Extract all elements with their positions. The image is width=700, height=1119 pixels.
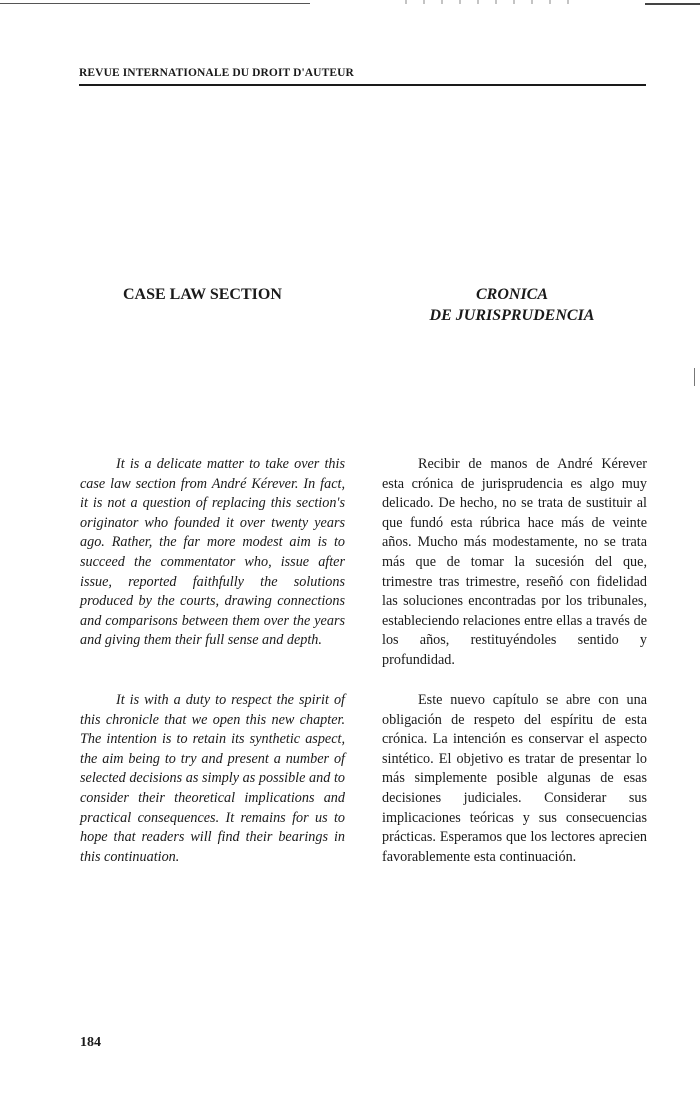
spanish-column-paragraph-1 [382,455,647,671]
english-column-paragraph-2 [80,691,345,867]
english-column-paragraph-1 [80,455,345,651]
section-title-english: CASE LAW SECTION [123,286,282,303]
english-paragraph: It is with a duty to respect the spirit of this chronicle that we open this new chapter. The intention is to retain its synthetic aspect, the aim being to try and present a number of selected decisions as simply as possible and to consider their theoretical implications and practical consequences. It remains for us to hope that readers will find their bearings in this continuation. [80,692,345,865]
section-title-spanish [412,285,612,327]
spanish-paragraph: Este nuevo capítulo se abre con una obligación de respeto del espíritu de esta crónica. La intención es conservar el aspecto sintético. El objetivo es tratar de presentar lo más simplemente posible algunas de esas decisiones judiciales. Considerar sus implicaciones teóricas y sus consecuencias prácticas. Esperamos que los lectores aprecien favorablemente esta continuación. [382,692,647,865]
section-title-spanish-line1: CRONICA [475,286,549,303]
scan-edge-mark [645,3,700,5]
spanish-column-paragraph-2 [382,691,647,867]
running-header: REVUE INTERNATIONALE DU DROIT D'AUTEUR [79,67,646,86]
page-number: 184 [80,1035,101,1050]
scan-edge-line [0,3,310,4]
scan-side-mark [694,368,695,386]
english-paragraph: It is a delicate matter to take over this case law section from André Kérever. In fact, it is not a question of replacing this section's originator who founded it over twenty years ago. Rather, the far more modest aim is to succeed the commentator who, issue after issue, reported faithfully the solutions produced by the courts, drawing connections and comparisons between them over the years and giving them their full sense and depth. [80,456,345,649]
spanish-paragraph: Recibir de manos de André Kérever esta crónica de jurisprudencia es algo muy delicado. De hecho, no se trata de sustituir al que fundó esta rúbrica hace más de veinte años. Mucho más modestamente, no se trata más que de tomar la sucesión del que, trimestre tras trimestre, reseñó con fidelidad las soluciones encontradas por los tribunales, estableciendo relaciones entre ellas a través de los años, restituyéndoles sentido y profundidad. [382,456,647,668]
section-title-spanish-line2: DE JURISPRUDENCIA [429,306,595,324]
scan-specks [405,0,575,4]
